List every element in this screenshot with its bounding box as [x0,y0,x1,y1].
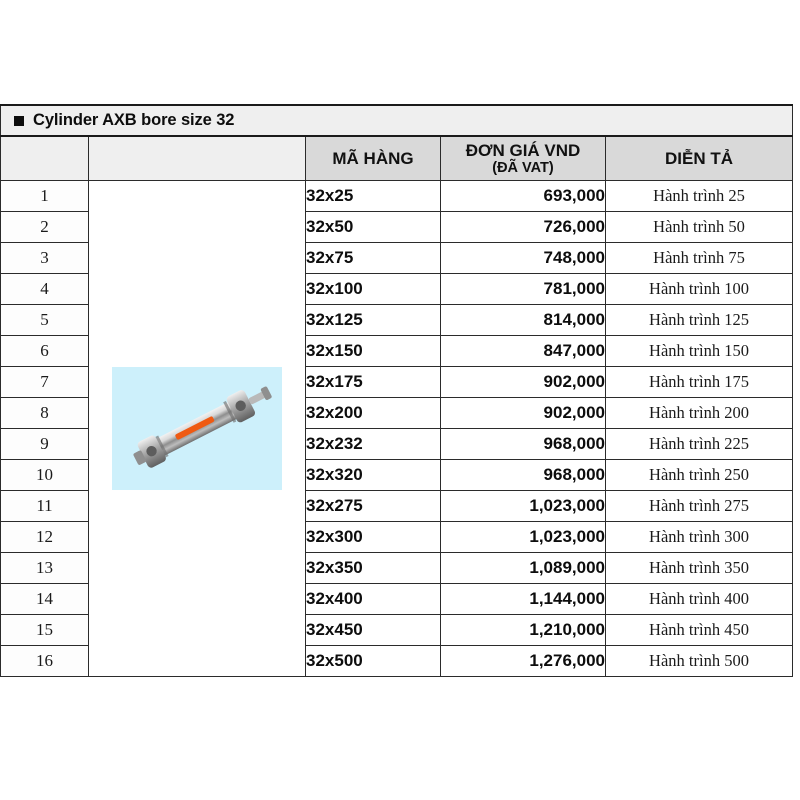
product-price-cell: 902,000 [441,397,606,428]
row-number-cell: 5 [1,304,89,335]
row-number-cell: 11 [1,490,89,521]
product-code-cell: 32x320 [306,459,441,490]
product-code-cell: 32x450 [306,614,441,645]
row-number-cell: 13 [1,552,89,583]
row-number-cell: 8 [1,397,89,428]
product-price-cell: 968,000 [441,428,606,459]
row-number-cell: 10 [1,459,89,490]
product-description-cell: Hành trình 100 [606,273,793,304]
header-cell-price [441,136,606,180]
product-description-cell: Hành trình 25 [606,180,793,211]
product-description-cell: Hành trình 175 [606,366,793,397]
product-description-cell: Hành trình 150 [606,335,793,366]
product-code-cell: 32x275 [306,490,441,521]
row-number-cell: 3 [1,242,89,273]
row-number-cell: 4 [1,273,89,304]
row-number-cell: 2 [1,211,89,242]
product-description-cell: Hành trình 275 [606,490,793,521]
table-title-text: Cylinder AXB bore size 32 [33,111,235,129]
product-price-cell: 847,000 [441,335,606,366]
header-cell-no [1,136,89,180]
product-price-cell: 968,000 [441,459,606,490]
table-title-row [1,105,793,136]
product-description-cell: Hành trình 200 [606,397,793,428]
product-price-cell: 1,089,000 [441,552,606,583]
product-code-cell: 32x125 [306,304,441,335]
product-code-cell: 32x300 [306,521,441,552]
row-number-cell: 16 [1,645,89,676]
header-cell-image [89,136,306,180]
product-description-cell: Hành trình 75 [606,242,793,273]
product-code-cell: 32x200 [306,397,441,428]
product-price-cell: 1,023,000 [441,521,606,552]
table-row [1,180,793,211]
product-code-cell: 32x175 [306,366,441,397]
price-list-sheet [0,104,792,695]
product-price-cell: 726,000 [441,211,606,242]
product-description-cell: Hành trình 50 [606,211,793,242]
header-cell-desc: DIỄN TẢ [606,136,793,180]
product-code-cell: 32x75 [306,242,441,273]
product-price-cell: 1,144,000 [441,583,606,614]
product-description-cell: Hành trình 225 [606,428,793,459]
product-description-cell: Hành trình 250 [606,459,793,490]
product-price-cell: 693,000 [441,180,606,211]
product-code-cell: 32x50 [306,211,441,242]
row-number-cell: 15 [1,614,89,645]
product-description-cell: Hành trình 300 [606,521,793,552]
row-number-cell: 14 [1,583,89,614]
row-number-cell: 1 [1,180,89,211]
product-price-cell: 748,000 [441,242,606,273]
product-description-cell: Hành trình 500 [606,645,793,676]
header-cell-code: MÃ HÀNG [306,136,441,180]
product-price-cell: 781,000 [441,273,606,304]
product-description-cell: Hành trình 125 [606,304,793,335]
black-square-bullet-icon [14,116,24,126]
row-number-cell: 7 [1,366,89,397]
product-code-cell: 32x350 [306,552,441,583]
row-number-cell: 6 [1,335,89,366]
table-header-row [1,136,793,180]
product-code-cell: 32x25 [306,180,441,211]
product-price-cell: 902,000 [441,366,606,397]
product-description-cell: Hành trình 350 [606,552,793,583]
header-price-line2: (ĐÃ VAT) [492,159,554,176]
product-description-cell: Hành trình 450 [606,614,793,645]
product-code-cell: 32x500 [306,645,441,676]
product-code-cell: 32x232 [306,428,441,459]
product-description-cell: Hành trình 400 [606,583,793,614]
row-number-cell: 9 [1,428,89,459]
product-price-cell: 814,000 [441,304,606,335]
product-photo [112,367,282,490]
product-image-cell [89,180,306,676]
product-price-cell: 1,023,000 [441,490,606,521]
product-code-cell: 32x100 [306,273,441,304]
header-price-line1: ĐƠN GIÁ VND [465,140,581,160]
product-price-cell: 1,210,000 [441,614,606,645]
table-title-cell [1,105,793,136]
product-price-cell: 1,276,000 [441,645,606,676]
product-code-cell: 32x150 [306,335,441,366]
row-number-cell: 12 [1,521,89,552]
product-code-cell: 32x400 [306,583,441,614]
price-table [0,104,793,677]
